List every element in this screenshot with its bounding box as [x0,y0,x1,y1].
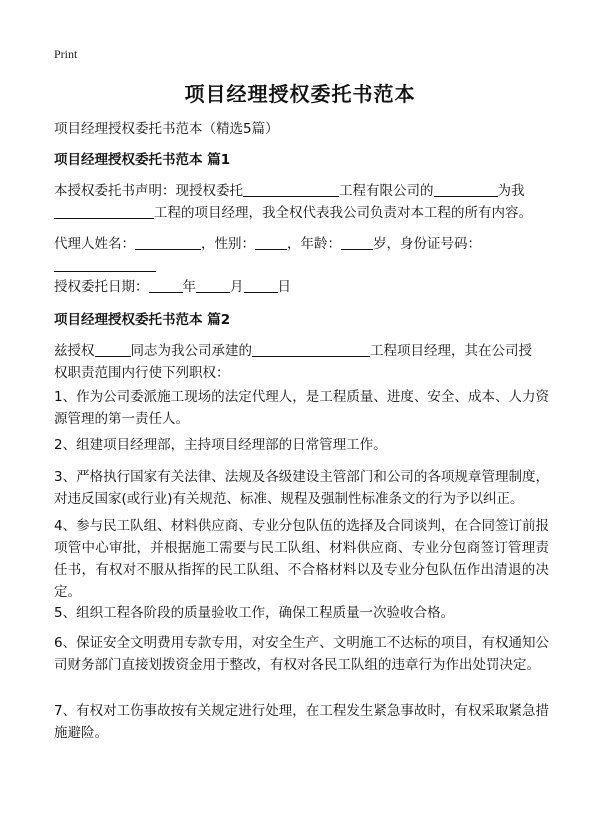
list-item: 6、保证安全文明费用专款专用，对安全生产、文明施工不达标的项目，有权通知公司财务部门直接划拨资金用于整改，有权对各民工队组的违章行为作出处罚决定。 [54,635,549,673]
statement-line-2 [54,202,554,224]
year-label: 年 [182,279,196,295]
intro-text: 同志为我公司承建的 [130,343,252,359]
agent-info-line [54,233,554,255]
age-label: ，年龄： [287,236,341,252]
day-label: 日 [277,279,291,295]
date-label: 授权委托日期： [54,279,149,295]
day-blank [244,278,278,293]
list-item: 3、严格执行国家有关法律、法规及各级建设主管部门和公司的各项规章管理制度，对违反国家(或行业)有关规范、标准、规程及强制性标准条文的行为予以纠正。 [54,469,549,507]
date-line [54,276,554,298]
agent-name-blank [135,235,201,250]
age-blank [341,235,373,250]
month-blank [196,278,230,293]
statement-text: 为我 [497,183,525,199]
statement-text: 工程有限公司的 [339,183,434,199]
id-number-line [54,255,554,277]
years-label: 岁，身份证号码： [373,236,481,252]
statement-line-1 [54,180,554,202]
person-name-blank [434,182,498,197]
list-item: 1、作为公司委派施工现场的法定代理人，是工程质量、进度、安全、成本、人力资源管理的第一责任人。 [54,389,549,427]
intro-line-2: 权职责范围内行使下列职权： [54,365,230,381]
project-name-blank [54,204,154,219]
year-blank [149,278,183,293]
intro-text: 兹授权 [54,343,95,359]
document-title: 项目经理授权委托书范本 [184,82,416,106]
intro-text: 工程项目经理，其在公司授 [370,343,532,359]
gender-label: ，性别： [201,236,255,252]
list-item: 7、有权对工伤事故按有关规定进行处理，在工程发生紧急事故时，有权采取紧急措施避险。 [54,703,549,741]
list-item: 4、参与民工队组、材料供应商、专业分包队伍的选择及合同谈判，在合同签订前报项管中心审批，并根据施工需要与民工队组、材料供应商、专业分包商签订管理责任书，有权对不服从指挥的民工队组、不合格材料以及专业分包队伍作出清退的决定。 [54,518,549,600]
print-label: Print [54,47,78,61]
comrade-name-blank [95,342,131,357]
agent-name-label: 代理人姓名： [54,236,135,252]
section2-heading: 项目经理授权委托书范本 篇2 [54,312,231,328]
section1-heading: 项目经理授权委托书范本 篇1 [54,152,231,168]
statement-text: 工程的项目经理，我全权代表我公司负责对本工程的所有内容。 [154,205,532,221]
month-label: 月 [230,279,244,295]
document-subtitle: 项目经理授权委托书范本（精选5篇） [54,121,279,137]
intro-line-1 [54,340,554,362]
company-name-blank [243,182,339,197]
statement-text: 本授权委托书声明：现授权委托 [54,183,243,199]
id-number-blank [54,257,156,272]
gender-blank [255,235,287,250]
project-blank [252,342,370,357]
list-item: 2、组建项目经理部，主持项目经理部的日常管理工作。 [54,437,387,453]
list-item: 5、组织工程各阶段的质量验收工作，确保工程质量一次验收合格。 [54,605,455,621]
